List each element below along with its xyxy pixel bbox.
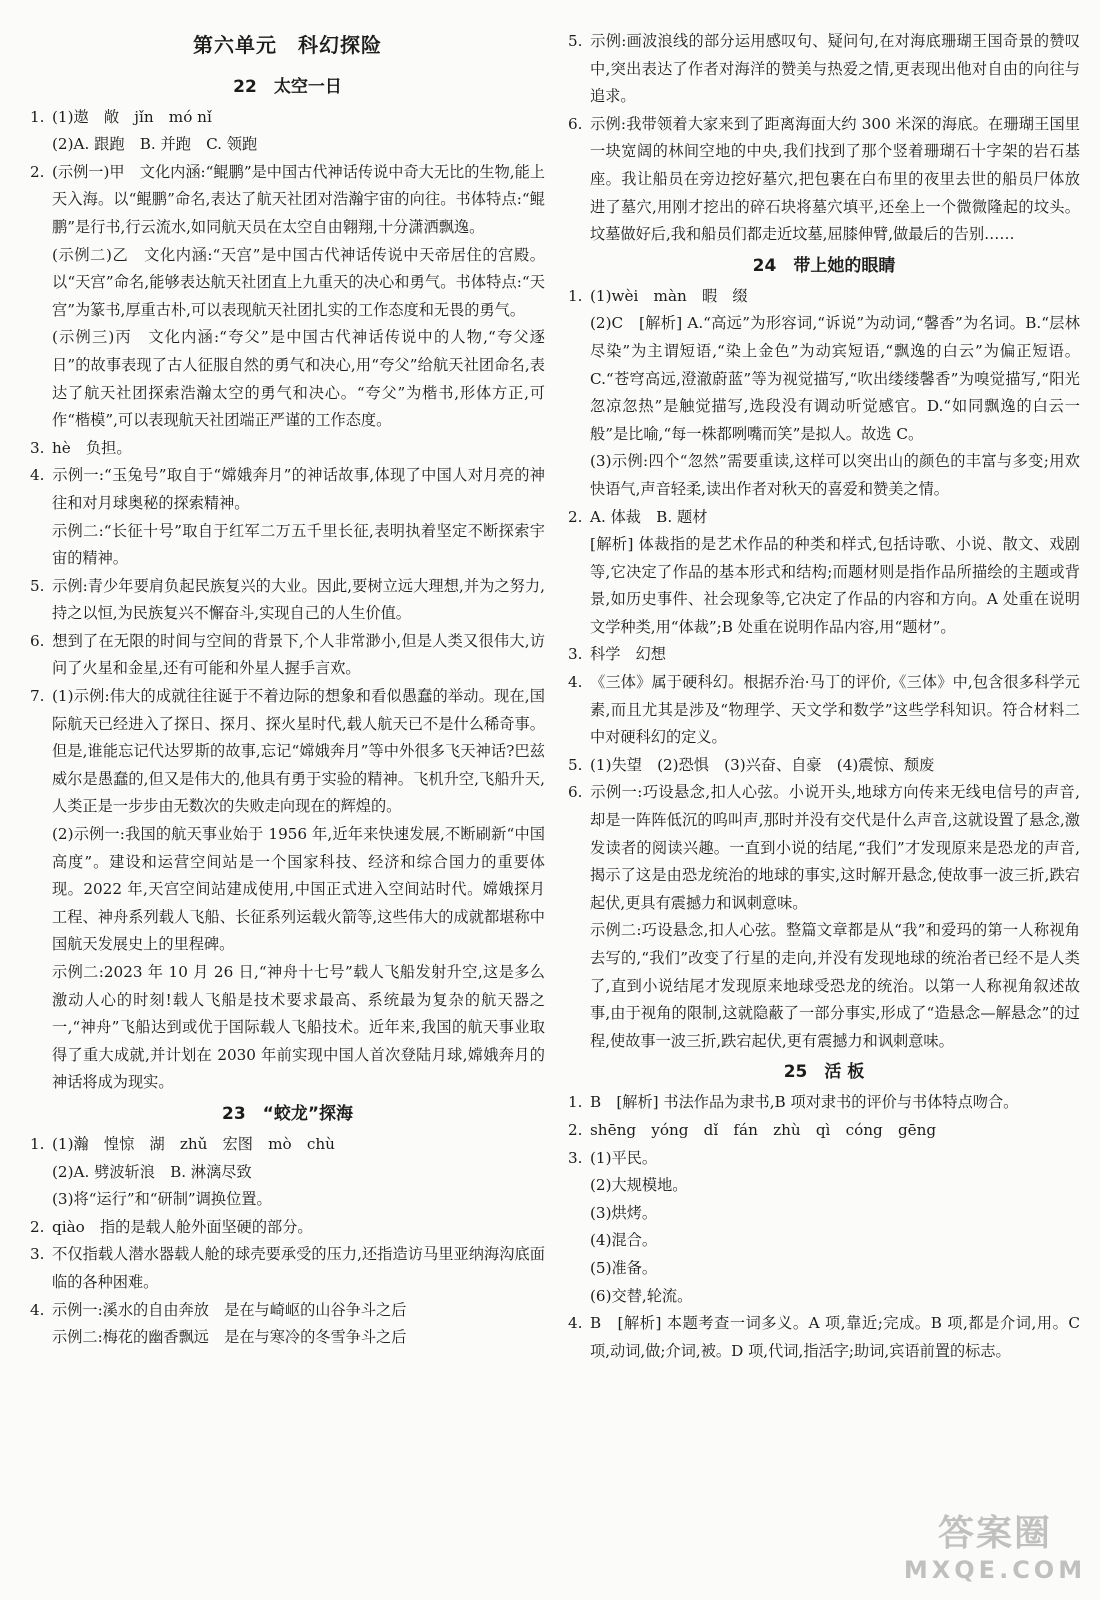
unit-title: 第六单元 科幻探险 <box>193 33 382 57</box>
answer-25-3-part3: (3)烘烤。 <box>590 1203 658 1222</box>
answer-7-part2: (2)示例一:我国的航天事业始于 1956 年,近年来快速发展,不断刷新“中国高度”。建设和运营空间站是一个国家科技、经济和综合国力的重要体现。2022 年,天宫空间站建成使用,中国正式进入空间站时代。嫦娥探月工程、神舟系列载人飞船、长征系列运载火箭等,这些伟大的成就都堪称中国航天发展史上的里程碑。 <box>52 825 545 954</box>
answer-6: 6. 想到了在无限的时间与空间的背景下,个人非常渺小,但是人类又很伟大,访问了火星和金星,还有可能和外星人握手言欢。 <box>30 631 545 678</box>
answer-25-3: 3. (1)平民。 <box>568 1148 658 1167</box>
answer-24-6-example2: 示例二:巧设悬念,扣人心弦。整篇文章都是从“我”和爱玛的第一人称视角去写的,“我们”改变了行星的走向,并没有发现地球的统治者已经不是人类了,直到小说结尾才发现原来地球受恐龙的统治。以第一人称视角叙述故事,由于视角的限制,这就隐蔽了一部分事实,形成了“造悬念—解悬念”的过程,使故事一波三折,跌宕起伏,更有震撼力和讽刺意味。 <box>590 921 1080 1050</box>
answer-25-2: 2. shēng yóng dǐ fán zhù qì cóng gēng <box>568 1120 937 1139</box>
answer-23-4: 4. 示例一:溪水的自由奔放 是在与崎岖的山谷争斗之后 <box>30 1300 407 1319</box>
answer-24-1-part2: (2)C [解析] A.“高远”为形容词,“诉说”为动词,“馨香”为名词。B.“层林尽染”为主谓短语,“染上金色”为动宾短语,“飘逸的白云”为偏正短语。C.“苍穹高远,澄澈蔚蓝”等为视觉描写,“吹出缕缕馨香”为嗅觉描写,“阳光忽凉忽热”是触觉描写,选段没有调动听觉感官。D.“如同飘逸的白云一般”是比喻,“每一株都咧嘴而笑”是拟人。故选 C。 <box>590 314 1080 443</box>
answer-24-3: 3. 科学 幻想 <box>568 645 666 664</box>
answer-24-1: 1. (1)wèi màn 暇 缀 <box>568 286 748 305</box>
answer-23-6: 6. 示例:我带领着大家来到了距离海面大约 300 米深的海底。在珊瑚王国里一块宽阔的林间空地的中央,我们找到了那个竖着珊瑚石十字架的岩石基座。我让船员在旁边挖好墓穴,把包裹在白布里的夜里去世的船员尸体放进了墓穴,用刚才挖出的碎石块将墓穴填平,还垒上一个微微隆起的坟头。坟墓做好后,我和船员们都走近坟墓,屈膝伸臂,做最后的告别…… <box>568 114 1080 244</box>
answer-24-4: 4. 《三体》属于硬科幻。根据乔治·马丁的评价,《三体》中,包含很多科学元素,而且尤其是涉及“物理学、天文学和数学”这些学科知识。符合材料二中对硬科幻的定义。 <box>568 673 1080 747</box>
answer-24-5: 5. (1)失望 (2)恐惧 (3)兴奋、自豪 (4)震惊、颓废 <box>568 755 935 774</box>
lesson-25-title: 25 活 板 <box>783 1062 865 1083</box>
answer-3: 3. hè 负担。 <box>30 438 132 457</box>
answer-5: 5. 示例:青少年要肩负起民族复兴的大业。因此,要树立远大理想,并为之努力,持之以恒,为民族复兴不懈奋斗,实现自己的人生价值。 <box>30 576 545 623</box>
left-column <box>30 28 545 1352</box>
answer-24-2: 2. A. 体裁 B. 题材 <box>568 507 708 526</box>
answer-24-6: 6. 示例一:巧设悬念,扣人心弦。小说开头,地球方向传来无线电信号的声音,却是一阵阵低沉的呜叫声,那时并没有交代是什么声音,这就设置了悬念,激发读者的阅读兴趣。一直到小说的结尾,“我们”才发现原来是恐龙的声音,揭示了这是由恐龙统治的地球的事实,这时解开悬念,使故事一波三折,跌宕起伏,更具有震撼力和讽刺意味。 <box>568 783 1080 912</box>
answer-24-1-part3: (3)示例:四个“忽然”需要重读,这样可以突出山的颜色的丰富与多变;用欢快语气,声音轻柔,读出作者对秋天的喜爱和赞美之情。 <box>590 452 1080 498</box>
answer-7-example2: 示例二:2023 年 10 月 26 日,“神舟十七号”载人飞船发射升空,这是多么激动人心的时刻!载人飞船是技术要求最高、系统最为复杂的航天器之一,“神舟”飞船达到或优于国际载人飞船技术。近年来,我国的航天事业取得了重大成就,并计划在 2030 年前实现中国人首次登陆月球,嫦娥奔月的神话将成为现实。 <box>52 963 545 1092</box>
answer-25-3-part2: (2)大规模地。 <box>590 1176 688 1195</box>
answer-4: 4. 示例一:“玉兔号”取自于“嫦娥奔月”的神话故事,体现了中国人对月亮的神往和对月球奥秘的探索精神。 <box>30 466 545 512</box>
answer-23-1: 1. (1)瀚 惶惊 湖 zhǔ 宏图 mò chù <box>30 1134 335 1153</box>
lesson-23-title: 23 “蛟龙”探海 <box>221 1103 353 1124</box>
answer-24-2-analysis: [解析] 体裁指的是艺术作品的种类和样式,包括诗歌、小说、散文、戏剧等,它决定了作品的基本形式和结构;而题材则是指作品所描绘的主题或背景,如历史事件、社会现象等,它决定了作品的内容和方向。A 处重在说明文学种类,用“体裁”;B 处重在说明作品内容,用“题材”。 <box>590 535 1080 636</box>
answer-2-example3: (示例三)丙 文化内涵:“夸父”是中国古代神话传说中的人物,“夸父逐日”的故事表现了古人征服自然的勇气和决心,用“夸父”给航天社团命名,表达了航天社团探索浩瀚太空的勇气和决心。“夸父”为楷书,形体方正,可作“楷模”,可以表现航天社团端正严谨的工作态度。 <box>52 328 545 430</box>
watermark-logo: 答案圈 <box>937 1513 1052 1554</box>
answer-1-part2: (2)A. 跟跑 B. 并跑 C. 领跑 <box>52 135 258 154</box>
answer-7: 7. (1)示例:伟大的成就往往诞于不着边际的想象和看似愚蠢的举动。现在,国际航天已经进入了探日、探月、探火星时代,载人航天已不是什么稀奇事。但是,谁能忘记代达罗斯的故事,忘记“嫦娥奔月”等中外很多飞天神话?巴兹威尔是愚蠢的,但又是伟大的,他具有勇于实验的精神。飞机升空,飞船升天,人类正是一步步由无数次的失败走向现在的辉煌的。 <box>30 687 545 816</box>
answer-23-4-example2: 示例二:梅花的幽香飘远 是在与寒冷的冬雪争斗之后 <box>52 1328 407 1347</box>
lesson-24-title: 24 带上她的眼睛 <box>752 255 896 276</box>
answer-2-example2: (示例二)乙 文化内涵:“天宫”是中国古代神话传说中天帝居住的宫殿。以“天宫”命名,能够表达航天社团直上九重天的决心和勇气。书体特点:“天宫”为篆书,厚重古朴,可以表现航天社团扎实的工作态度和无畏的勇气。 <box>52 245 545 319</box>
answer-25-3-part4: (4)混合。 <box>590 1231 658 1250</box>
answer-1: 1. (1)遨 敞 jǐn mó nǐ <box>30 107 212 126</box>
answer-2: 2. (示例一)甲 文化内涵:“鲲鹏”是中国古代神话传说中奇大无比的生物,能上天入海。以“鲲鹏”命名,表达了航天社团对浩瀚宇宙的向往。书体特点:“鲲鹏”是行书,行云流水,如同航天员在太空自由翱翔,十分潇洒飘逸。 <box>30 162 545 236</box>
watermark <box>900 1512 1090 1592</box>
lesson-22-title: 22 太空一日 <box>233 76 342 97</box>
answer-23-3: 3. 不仅指载人潜水器载人舱的球壳要承受的压力,还指造访马里亚纳海沟底面临的各种困难。 <box>30 1245 545 1291</box>
answer-23-1-part3: (3)将“运行”和“研制”调换位置。 <box>52 1190 272 1209</box>
answer-25-4: 4. B [解析] 本题考查一词多义。A 项,靠近;完成。B 项,都是介词,用。C 项,动词,做;介词,被。D 项,代词,指活字;助词,宾语前置的标志。 <box>568 1314 1080 1360</box>
watermark-text: MXQE.COM <box>903 1556 1087 1584</box>
answer-25-3-part5: (5)准备。 <box>590 1258 658 1277</box>
right-column <box>568 28 1080 1365</box>
answer-23-2: 2. qiào 指的是载人舱外面坚硬的部分。 <box>30 1217 313 1236</box>
answer-23-5: 5. 示例:画波浪线的部分运用感叹句、疑问句,在对海底珊瑚王国奇景的赞叹中,突出表达了作者对海洋的赞美与热爱之情,更表现出他对自由的向往与追求。 <box>568 32 1080 106</box>
answer-23-1-part2: (2)A. 劈波斩浪 B. 淋漓尽致 <box>52 1162 252 1181</box>
answer-25-1: 1. B [解析] 书法作品为隶书,B 项对隶书的评价与书体特点吻合。 <box>568 1093 1019 1112</box>
answer-25-3-part6: (6)交替,轮流。 <box>590 1286 693 1305</box>
answer-4-example2: 示例二:“长征十号”取自于红军二万五千里长征,表明执着坚定不断探索宇宙的精神。 <box>52 521 545 568</box>
